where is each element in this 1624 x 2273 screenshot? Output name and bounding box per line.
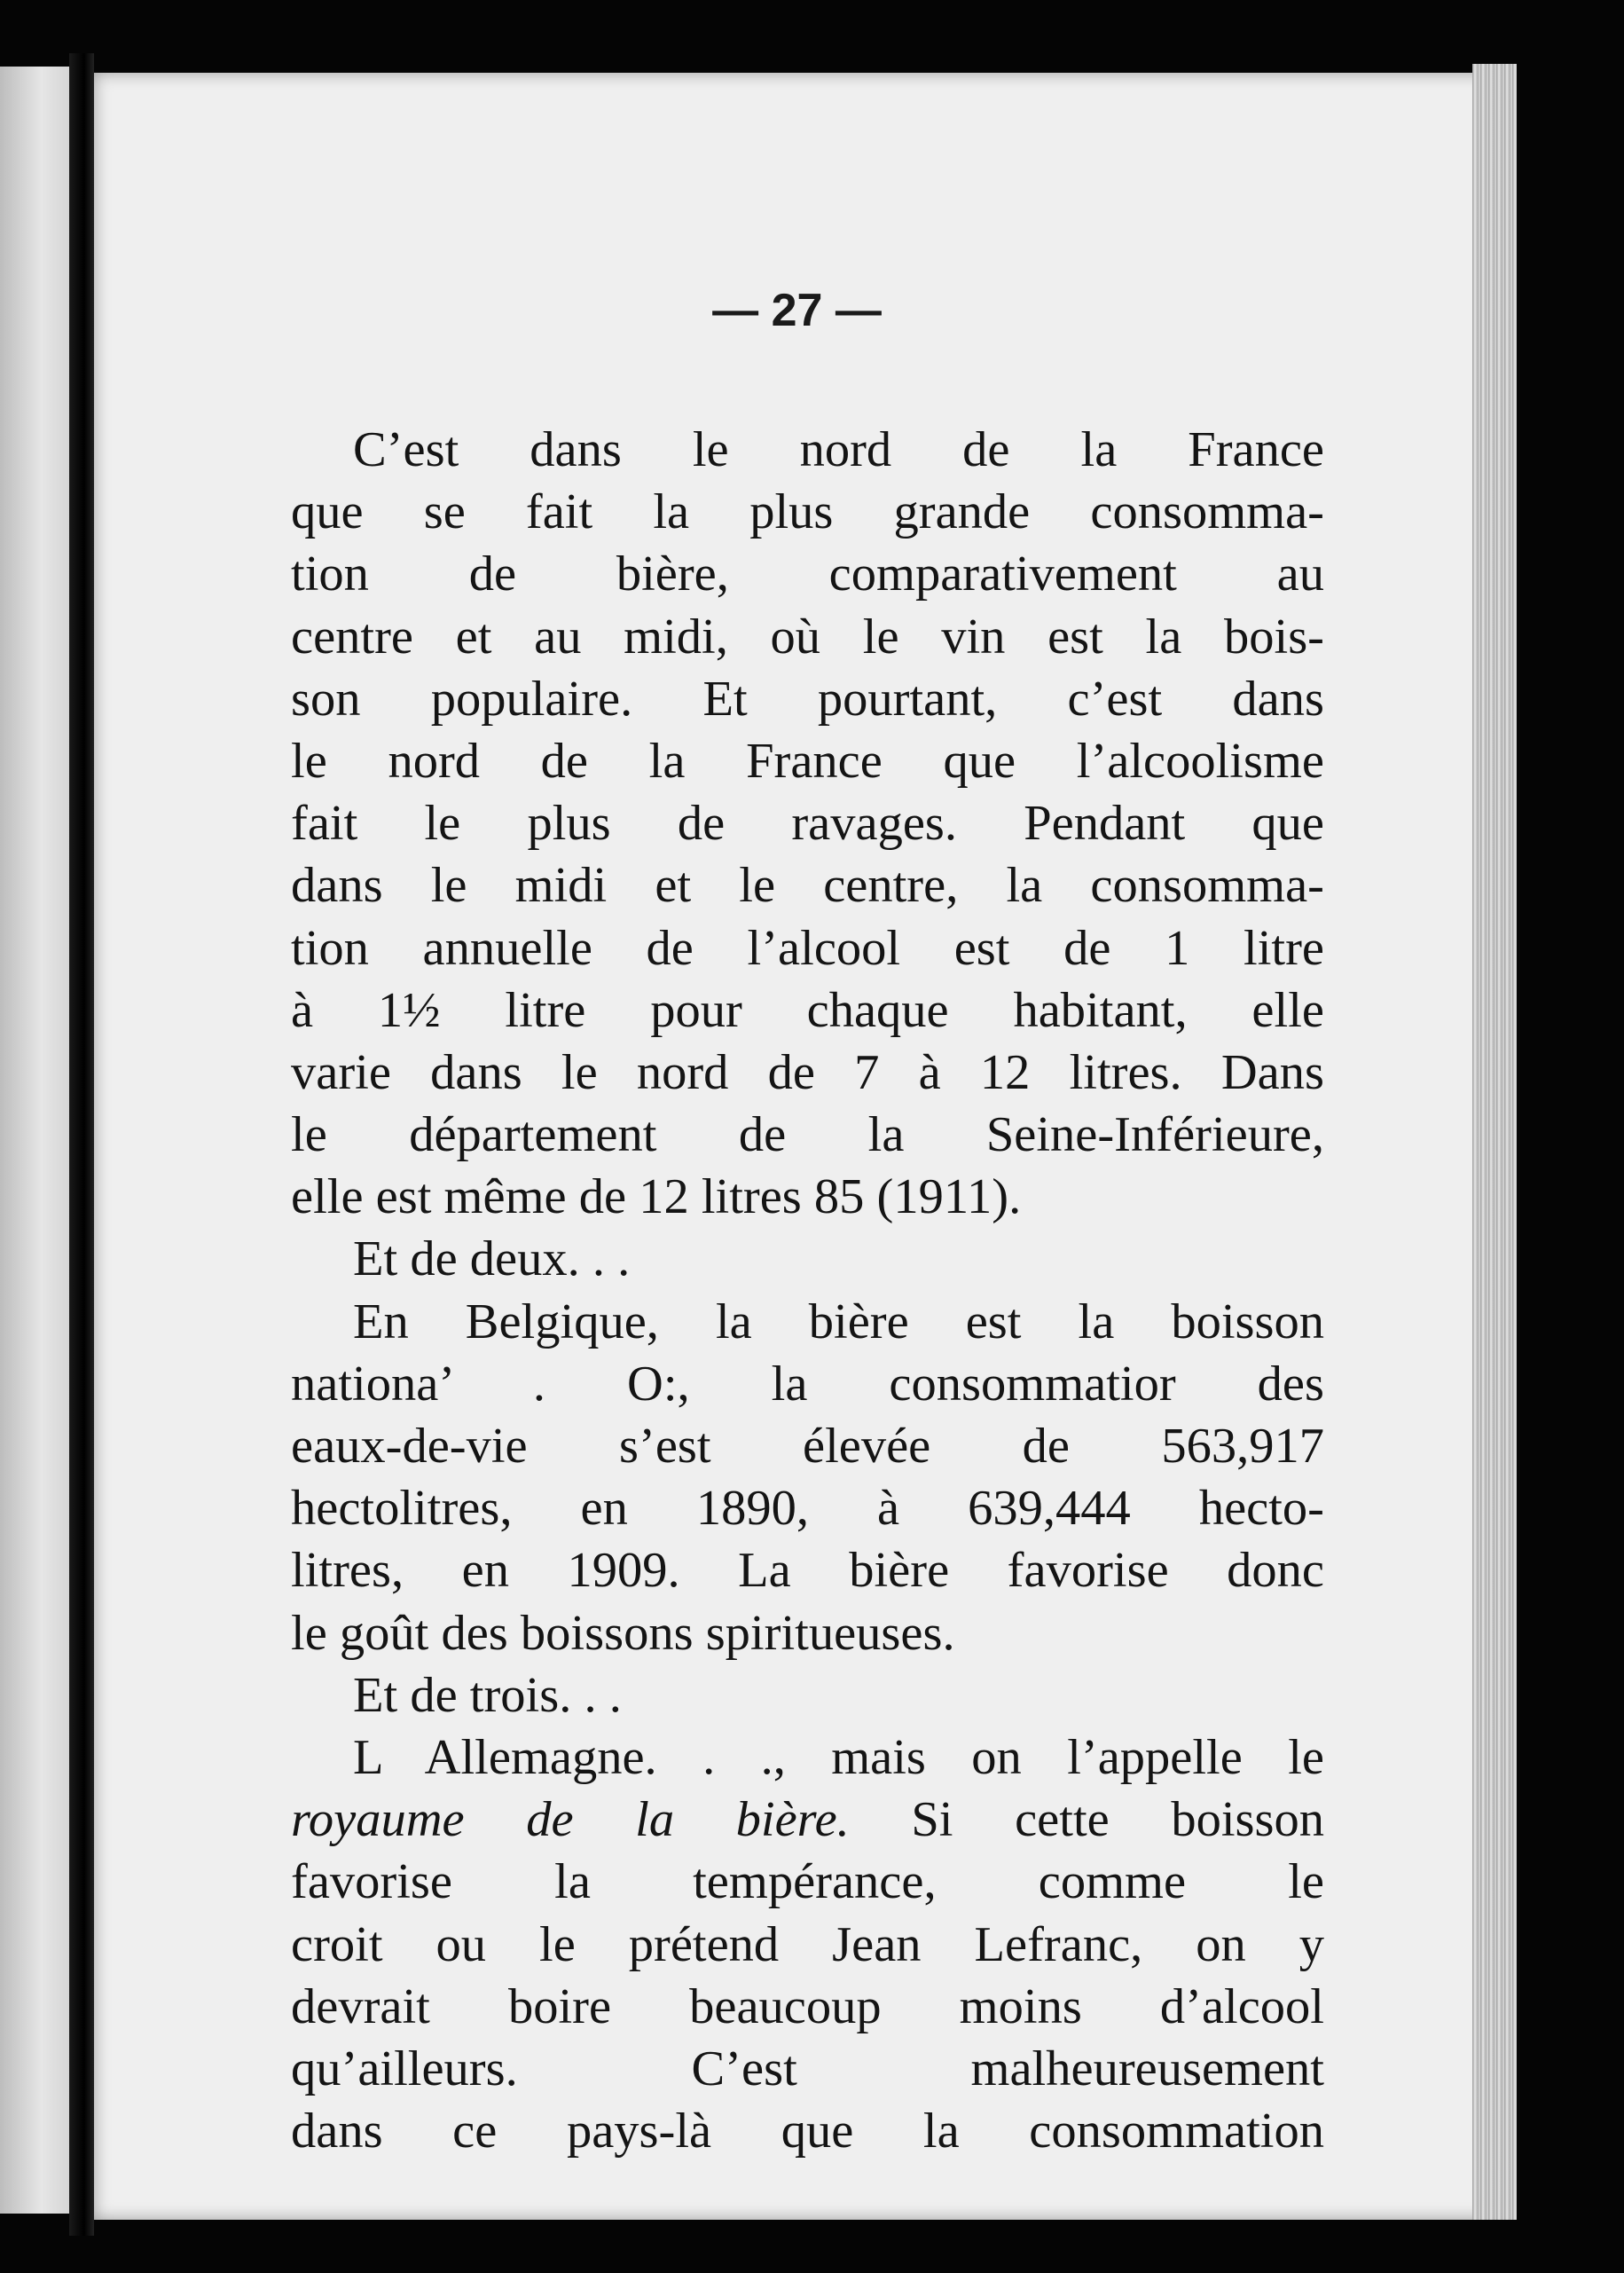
text-line: favorise la tempérance, comme le xyxy=(291,1854,1324,1910)
text-line: que se fait la plus grande consomma- xyxy=(291,484,1324,540)
text-line: elle est même de 12 litres 85 (1911). xyxy=(291,1169,1022,1225)
text-line: le goût des boissons spiritueuses. xyxy=(291,1605,955,1661)
text-line: fait le plus de ravages. Pendant que xyxy=(291,796,1324,852)
text-line: nationa’ . O:, la consommatior des xyxy=(291,1356,1324,1412)
text-line: le département de la Seine-Inférieure, xyxy=(291,1107,1324,1163)
text-line: En Belgique, la bière est la boisson xyxy=(353,1294,1324,1349)
left-page-edge xyxy=(0,67,69,2214)
page-number: — 27 — xyxy=(712,285,882,336)
book-page xyxy=(94,73,1500,2220)
text-line: qu’ailleurs. C’est malheureusement xyxy=(291,2041,1324,2096)
right-page-edges xyxy=(1472,64,1517,2220)
text-line: devrait boire beaucoup moins d’alcool xyxy=(291,1978,1324,2034)
text-line: croit ou le prétend Jean Lefranc, on y xyxy=(291,1916,1324,1972)
body-text xyxy=(291,419,1324,2162)
text-segment: Si cette boisson xyxy=(849,1792,1324,1848)
text-line: litres, en 1909. La bière favorise donc xyxy=(291,1543,1324,1599)
italic-phrase: royaume de la bière. xyxy=(291,1792,850,1848)
text-line: varie dans le nord de 7 à 12 litres. Dans xyxy=(291,1044,1324,1100)
text-line: C’est dans le nord de la France xyxy=(353,422,1324,477)
text-line: le nord de la France que l’alcoolisme xyxy=(291,733,1324,789)
text-line: centre et au midi, où le vin est la bois- xyxy=(291,609,1324,665)
text-line: L Allemagne. . ., mais on l’appelle le xyxy=(353,1729,1324,1785)
text-line: Et de deux. . . xyxy=(353,1231,631,1287)
text-line: dans ce pays-là que la consommation xyxy=(291,2104,1324,2159)
text-line: dans le midi et le centre, la consomma- xyxy=(291,858,1324,914)
text-line xyxy=(291,1789,1324,1851)
text-line: tion annuelle de l’alcool est de 1 litre xyxy=(291,920,1324,976)
text-line: à 1½ litre pour chaque habitant, elle xyxy=(291,982,1324,1038)
text-line: Et de trois. . . xyxy=(353,1667,622,1723)
text-line: tion de bière, comparativement au xyxy=(291,547,1324,602)
book-gutter xyxy=(69,53,94,2236)
text-line: eaux-de-vie s’est élevée de 563,917 xyxy=(291,1419,1324,1474)
text-line: hectolitres, en 1890, à 639,444 hecto- xyxy=(291,1481,1324,1537)
text-line: son populaire. Et pourtant, c’est dans xyxy=(291,671,1324,727)
